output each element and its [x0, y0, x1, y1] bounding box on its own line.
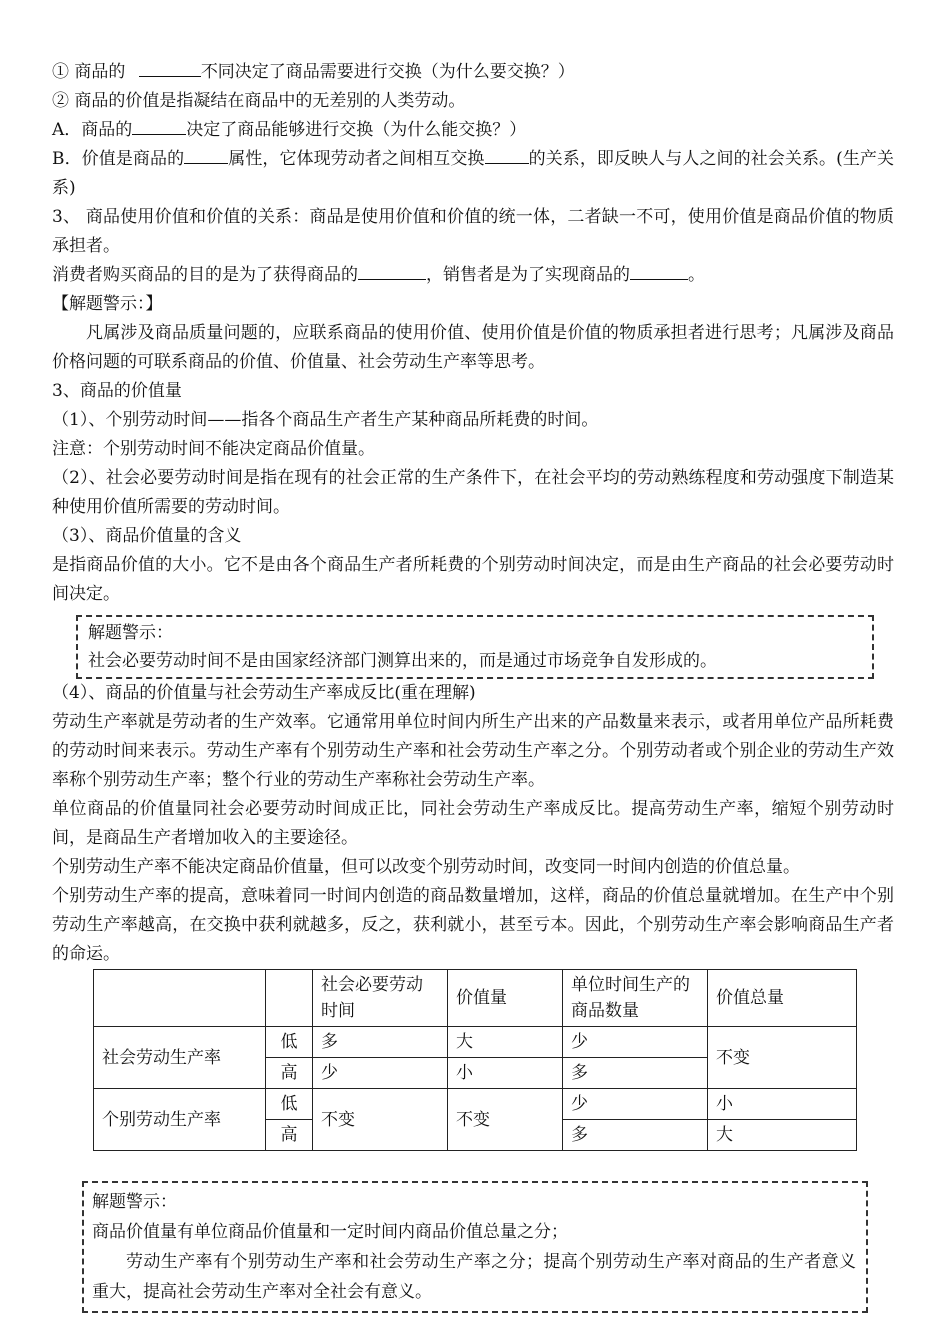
warning-text: 劳动生产率有个别劳动生产率和社会劳动生产率之分；提高个别劳动生产率对商品的生产者意义重大，提高社会劳动生产率对全社会有意义。: [92, 1252, 856, 1302]
table-cell: [266, 970, 313, 1027]
text-paragraph: 单位商品的价值量同社会必要劳动时间成正比，同社会劳动生产率成反比。提高劳动生产率，缩短个别劳动时间，是商品生产者增加收入的主要途径。: [52, 799, 894, 848]
warning-title: 解题警示：: [92, 1192, 177, 1212]
section-heading: 3、商品的价值量: [52, 381, 182, 401]
text-paragraph: 3、 商品使用价值和价值的关系：商品是使用价值和价值的统一体，二者缺一不可，使用价值是商品价值的物质承担者。: [52, 207, 894, 256]
text-line: （1）、个别劳动时间——指各个商品生产者生产某种商品所耗费的时间。: [52, 410, 599, 430]
table-cell: 大: [448, 1027, 563, 1058]
fill-blank: [630, 261, 688, 280]
table-header: 价值总量: [708, 970, 857, 1027]
text-line: （3）、商品价值量的含义: [52, 526, 242, 546]
text-segment: 决定了商品能够进行交换（为什么能交换？）: [186, 120, 527, 140]
row-label: 社会劳动生产率: [94, 1027, 266, 1089]
warning-text: 社会必要劳动时间不是由国家经济部门测算出来的，而是通过市场竞争自发形成的。: [88, 651, 717, 671]
table-cell: 多: [563, 1120, 708, 1151]
text-paragraph: 是指商品价值的大小。它不是由各个商品生产者所耗费的个别劳动时间决定，而是由生产商品的社会必要劳动时间决定。: [52, 555, 894, 604]
text-line: 个别劳动生产率不能决定商品价值量，但可以改变个别劳动时间，改变同一时间内创造的价值总量。: [52, 857, 800, 877]
text-paragraph: 劳动生产率就是劳动者的生产效率。它通常用单位时间内所生产出来的产品数量来表示，或者用单位产品所耗费的劳动时间来表示。劳动生产率有个别劳动生产率和社会劳动生产率之分。个别劳动者或个别企业的劳动生产效率称个别劳动生产率；整个行业的劳动生产率称社会劳动生产率。: [52, 712, 894, 790]
fill-blank: [358, 261, 426, 280]
row-label: 个别劳动生产率: [94, 1089, 266, 1151]
section-heading: 【解题警示：】: [52, 294, 163, 314]
text-segment: 。: [688, 265, 705, 285]
text-line: [52, 116, 894, 145]
table-cell: 少: [563, 1027, 708, 1058]
table-header: 社会必要劳动时间: [313, 970, 448, 1027]
table-cell: 少: [313, 1058, 448, 1089]
table-cell: 多: [313, 1027, 448, 1058]
text-segment: ① 商品的: [52, 62, 126, 82]
text-segment: B．价值是商品的: [52, 149, 185, 169]
level-cell: 低: [266, 1089, 313, 1120]
fill-blank: [184, 145, 228, 164]
table-cell: 不变: [313, 1089, 448, 1151]
fill-blank: [485, 145, 529, 164]
level-cell: 低: [266, 1027, 313, 1058]
table-cell: 大: [708, 1120, 857, 1151]
fill-blank: [139, 58, 201, 77]
text-line: [52, 261, 894, 290]
text-line: [52, 58, 894, 87]
table-cell: 小: [448, 1058, 563, 1089]
warning-title: 解题警示：: [88, 623, 173, 643]
text-segment: A．商品的: [52, 120, 133, 140]
table-cell: 少: [563, 1089, 708, 1120]
text-segment: 不同决定了商品需要进行交换（为什么要交换？）: [200, 62, 575, 82]
table-header: 价值量: [448, 970, 563, 1027]
text-segment: 的关系，即反映人与人之间的社会关系。(生产关系): [52, 149, 894, 198]
text-line: （4）、商品的价值量与社会劳动生产率成反比(重在理解): [52, 683, 476, 703]
level-cell: 高: [266, 1058, 313, 1089]
table-row: [94, 1089, 857, 1120]
productivity-table: [93, 969, 857, 1151]
text-line: ② 商品的价值是指凝结在商品中的无差别的人类劳动。: [52, 91, 466, 111]
text-paragraph: 凡属涉及商品质量问题的，应联系商品的使用价值、使用价值是价值的物质承担者进行思考；凡属涉及商品价格问题的可联系商品的价值、价值量、社会劳动生产率等思考。: [52, 323, 894, 372]
text-segment: ，销售者是为了实现商品的: [426, 265, 630, 285]
text-line: 注意：个别劳动时间不能决定商品价值量。: [52, 439, 375, 459]
warning-box: [82, 1181, 868, 1313]
text-segment: 消费者购买商品的目的是为了获得商品的: [52, 265, 358, 285]
table-cell: 不变: [448, 1089, 563, 1151]
table-cell: 不变: [708, 1027, 857, 1089]
document-page: [52, 58, 894, 1313]
warning-text: 商品价值量有单位商品价值量和一定时间内商品价值总量之分；: [92, 1222, 568, 1242]
warning-box: [76, 615, 874, 679]
table-header-row: [94, 970, 857, 1027]
text-paragraph: [52, 145, 894, 203]
table-cell: 小: [708, 1089, 857, 1120]
table-header: 单位时间生产的商品数量: [563, 970, 708, 1027]
text-paragraph: （2）、社会必要劳动时间是指在现有的社会正常的生产条件下，在社会平均的劳动熟练程度和劳动强度下制造某种使用价值所需要的劳动时间。: [52, 468, 894, 517]
table-cell: [94, 970, 266, 1027]
table-cell: 多: [563, 1058, 708, 1089]
level-cell: 高: [266, 1120, 313, 1151]
text-paragraph: 个别劳动生产率的提高，意味着同一时间内创造的商品数量增加，这样，商品的价值总量就增加。在生产中个别劳动生产率越高，在交换中获利就越多，反之，获利就小，甚至亏本。因此，个别劳动生产率会影响商品生产者的命运。: [52, 886, 894, 964]
fill-blank: [132, 116, 186, 135]
text-segment: 属性，它体现劳动者之间相互交换: [228, 149, 485, 169]
table-row: [94, 1027, 857, 1058]
